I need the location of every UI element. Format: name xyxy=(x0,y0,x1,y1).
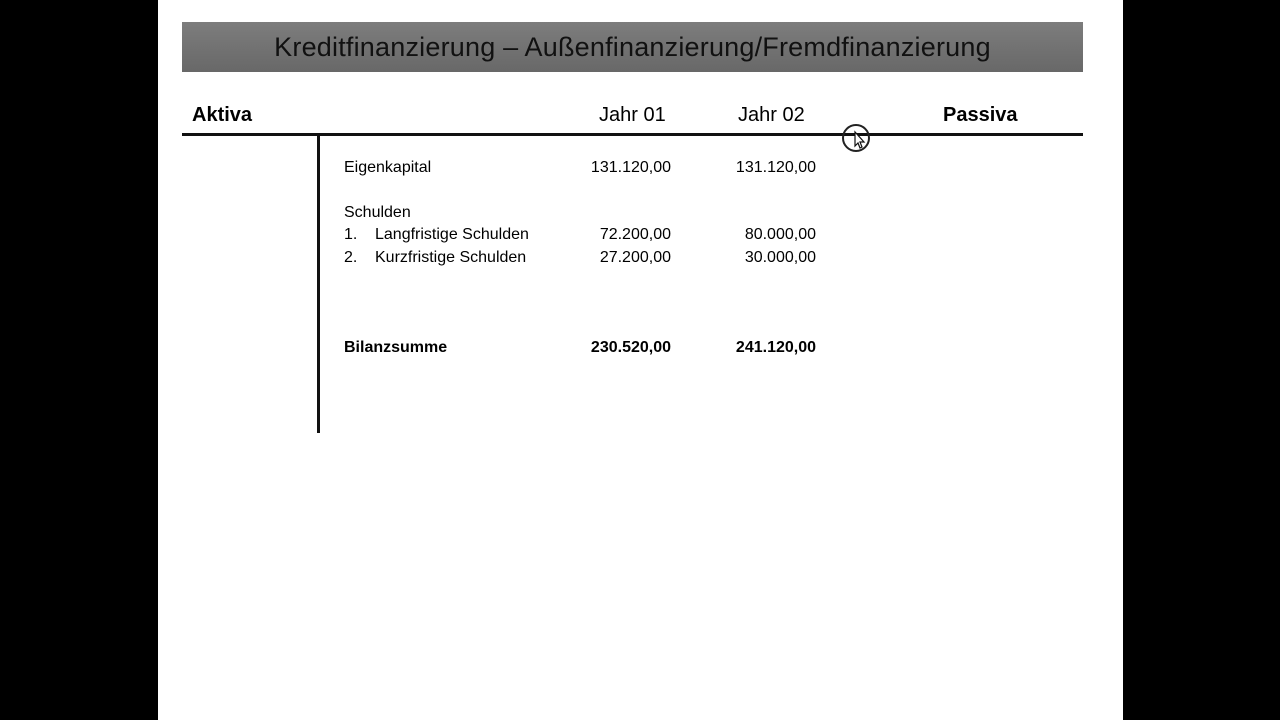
kurzfristig-jahr02: 30.000,00 xyxy=(744,249,816,266)
bilanzsumme-jahr02: 241.120,00 xyxy=(735,339,816,356)
eigenkapital-jahr02: 131.120,00 xyxy=(735,159,816,176)
eigenkapital-label: Eigenkapital xyxy=(344,159,432,176)
eigenkapital-jahr01: 131.120,00 xyxy=(590,159,671,176)
bilanzsumme-label: Bilanzsumme xyxy=(344,339,448,356)
langfristig-jahr02: 80.000,00 xyxy=(744,226,816,243)
jahr01-header: Jahr 01 xyxy=(599,104,666,126)
kurzfristig-label: Kurzfristige Schulden xyxy=(375,249,527,266)
kurzfristig-number: 2. xyxy=(344,249,358,266)
langfristig-number: 1. xyxy=(344,226,358,243)
passiva-header: Passiva xyxy=(943,104,1018,126)
bilanzsumme-jahr01: 230.520,00 xyxy=(590,339,671,356)
t-account-vertical-line xyxy=(317,135,320,433)
langfristig-label: Langfristige Schulden xyxy=(375,226,529,243)
jahr02-header: Jahr 02 xyxy=(738,104,805,126)
title-bar xyxy=(182,22,1083,72)
mouse-pointer-icon xyxy=(841,122,871,152)
schulden-label: Schulden xyxy=(344,204,411,221)
slide-title: Kreditfinanzierung – Außenfinanzierung/Fremdfinanzierung xyxy=(274,32,991,62)
aktiva-header: Aktiva xyxy=(192,104,253,126)
langfristig-jahr01: 72.200,00 xyxy=(599,226,671,243)
kurzfristig-jahr01: 27.200,00 xyxy=(599,249,671,266)
slide xyxy=(158,0,1123,720)
